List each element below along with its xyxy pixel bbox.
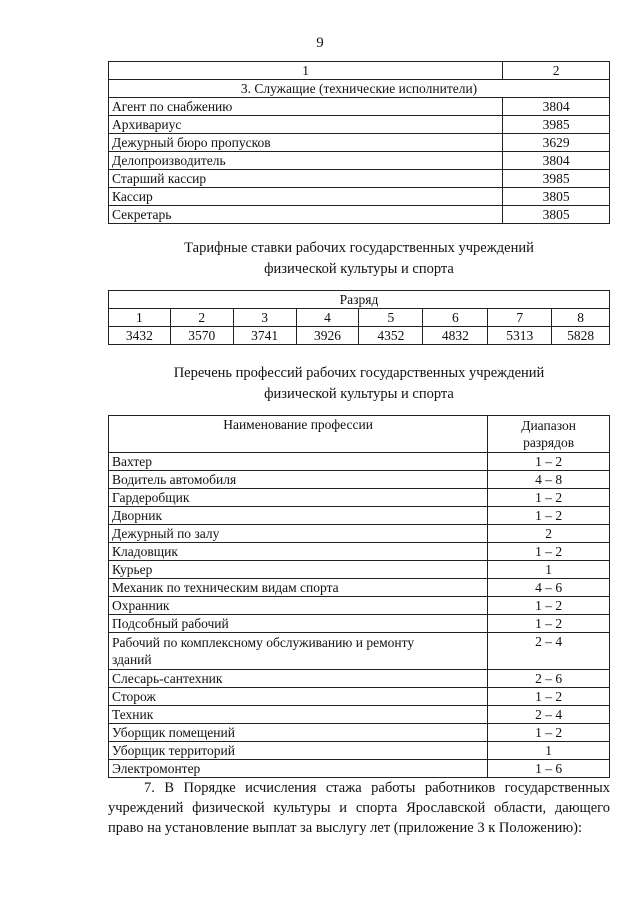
position-name: Дежурный бюро пропусков (109, 134, 503, 152)
grade-number: 3 (233, 309, 296, 327)
table-row (109, 134, 610, 152)
grade-number: 7 (488, 309, 552, 327)
profession-name: Подсобный рабочий (109, 615, 488, 633)
grade-number: 6 (423, 309, 488, 327)
paragraph-line: 7. В Порядке исчисления стажа работы работников государственных (144, 780, 610, 796)
table-row (109, 116, 610, 134)
profession-name-line: Рабочий по комплексному обслуживанию и ремонту (112, 635, 415, 650)
rate-value: 5313 (488, 327, 552, 345)
table-row (109, 688, 610, 706)
header-line: разрядов (523, 435, 575, 450)
grade-range-column-header (488, 416, 610, 453)
profession-name: Дежурный по залу (109, 525, 488, 543)
table-row (109, 471, 610, 489)
profession-name: Вахтер (109, 453, 488, 471)
table-row (109, 152, 610, 170)
table-row (109, 706, 610, 724)
rate-value: 5828 (552, 327, 610, 345)
grade-range: 1 – 6 (488, 760, 610, 778)
profession-name: Гардеробщик (109, 489, 488, 507)
header-line: Диапазон (521, 418, 576, 433)
table-header-row (109, 291, 610, 309)
rate-value: 3741 (233, 327, 296, 345)
table-row (109, 561, 610, 579)
heading-line: Перечень профессий рабочих государственных учреждений (173, 365, 545, 381)
column-header: 1 (109, 62, 503, 80)
grade-range: 1 – 2 (488, 489, 610, 507)
professions-table (108, 415, 610, 778)
paragraph-line: учреждений физической культуры и спорта Ярославской области, дающего (108, 800, 610, 816)
table-row (109, 633, 610, 670)
grade-range: 2 – 4 (488, 633, 610, 670)
table-header-row (109, 416, 610, 453)
position-name: Старший кассир (109, 170, 503, 188)
section-row (109, 80, 610, 98)
heading-line: физической культуры и спорта (264, 386, 454, 402)
rate-value: 3432 (109, 327, 171, 345)
position-name: Кассир (109, 188, 503, 206)
table-row (109, 579, 610, 597)
rate-value: 4352 (359, 327, 423, 345)
grade-range: 1 – 2 (488, 597, 610, 615)
heading-line: физической культуры и спорта (264, 261, 454, 277)
salary-value: 3629 (503, 134, 610, 152)
table-row (109, 525, 610, 543)
grade-number: 4 (296, 309, 359, 327)
table-row (109, 170, 610, 188)
table-row (109, 507, 610, 525)
table-row (109, 670, 610, 688)
grade-range: 2 – 4 (488, 706, 610, 724)
profession-name: Кладовщик (109, 543, 488, 561)
tariff-rates-heading (0, 238, 640, 280)
profession-name: Слесарь-сантехник (109, 670, 488, 688)
heading-line: Тарифные ставки рабочих государственных учреждений (184, 240, 534, 256)
rate-value: 3926 (296, 327, 359, 345)
salary-value: 3805 (503, 206, 610, 224)
rate-value: 4832 (423, 327, 488, 345)
paragraph-line: право на установление выплат за выслугу лет (приложение 3 к Положению): (108, 820, 583, 836)
professions-heading (0, 363, 640, 405)
grade-number: 1 (109, 309, 171, 327)
page-number: 9 (316, 35, 324, 51)
section-title: 3. Служащие (технические исполнители) (109, 80, 610, 98)
grade-number: 8 (552, 309, 610, 327)
grade-range: 1 – 2 (488, 688, 610, 706)
position-name: Агент по снабжению (109, 98, 503, 116)
salary-value: 3985 (503, 116, 610, 134)
grade-range: 1 – 2 (488, 615, 610, 633)
employees-salary-table (108, 61, 610, 224)
salary-value: 3985 (503, 170, 610, 188)
position-name: Секретарь (109, 206, 503, 224)
grade-range: 4 – 8 (488, 471, 610, 489)
profession-name: Уборщик территорий (109, 742, 488, 760)
profession-column-header: Наименование профессии (109, 416, 488, 453)
grade-range: 1 (488, 561, 610, 579)
grade-range: 1 – 2 (488, 507, 610, 525)
table-row (109, 742, 610, 760)
table-row (109, 206, 610, 224)
profession-name-line: зданий (112, 652, 152, 667)
profession-name: Водитель автомобиля (109, 471, 488, 489)
rate-value: 3570 (170, 327, 233, 345)
profession-name: Техник (109, 706, 488, 724)
profession-name: Механик по техническим видам спорта (109, 579, 488, 597)
grade-range: 1 (488, 742, 610, 760)
tariff-rates-table (108, 290, 610, 345)
table-row (109, 543, 610, 561)
table-row (109, 489, 610, 507)
salary-value: 3805 (503, 188, 610, 206)
table-header-row (109, 62, 610, 80)
grade-range: 1 – 2 (488, 724, 610, 742)
grade-range: 2 – 6 (488, 670, 610, 688)
table-row (109, 760, 610, 778)
salary-value: 3804 (503, 152, 610, 170)
table-row (109, 724, 610, 742)
grade-range: 4 – 6 (488, 579, 610, 597)
profession-name: Охранник (109, 597, 488, 615)
position-name: Делопроизводитель (109, 152, 503, 170)
table-row (109, 615, 610, 633)
grades-row (109, 309, 610, 327)
body-paragraph (108, 778, 610, 838)
position-name: Архивариус (109, 116, 503, 134)
profession-name: Электромонтер (109, 760, 488, 778)
profession-name (109, 633, 488, 670)
table-row (109, 453, 610, 471)
grade-range: 1 – 2 (488, 543, 610, 561)
profession-name: Дворник (109, 507, 488, 525)
rates-row (109, 327, 610, 345)
grade-header: Разряд (109, 291, 610, 309)
profession-name: Курьер (109, 561, 488, 579)
grade-number: 5 (359, 309, 423, 327)
profession-name: Сторож (109, 688, 488, 706)
profession-name: Уборщик помещений (109, 724, 488, 742)
grade-range: 1 – 2 (488, 453, 610, 471)
table-row (109, 597, 610, 615)
table-row (109, 188, 610, 206)
salary-value: 3804 (503, 98, 610, 116)
grade-number: 2 (170, 309, 233, 327)
grade-range: 2 (488, 525, 610, 543)
column-header: 2 (503, 62, 610, 80)
table-row (109, 98, 610, 116)
